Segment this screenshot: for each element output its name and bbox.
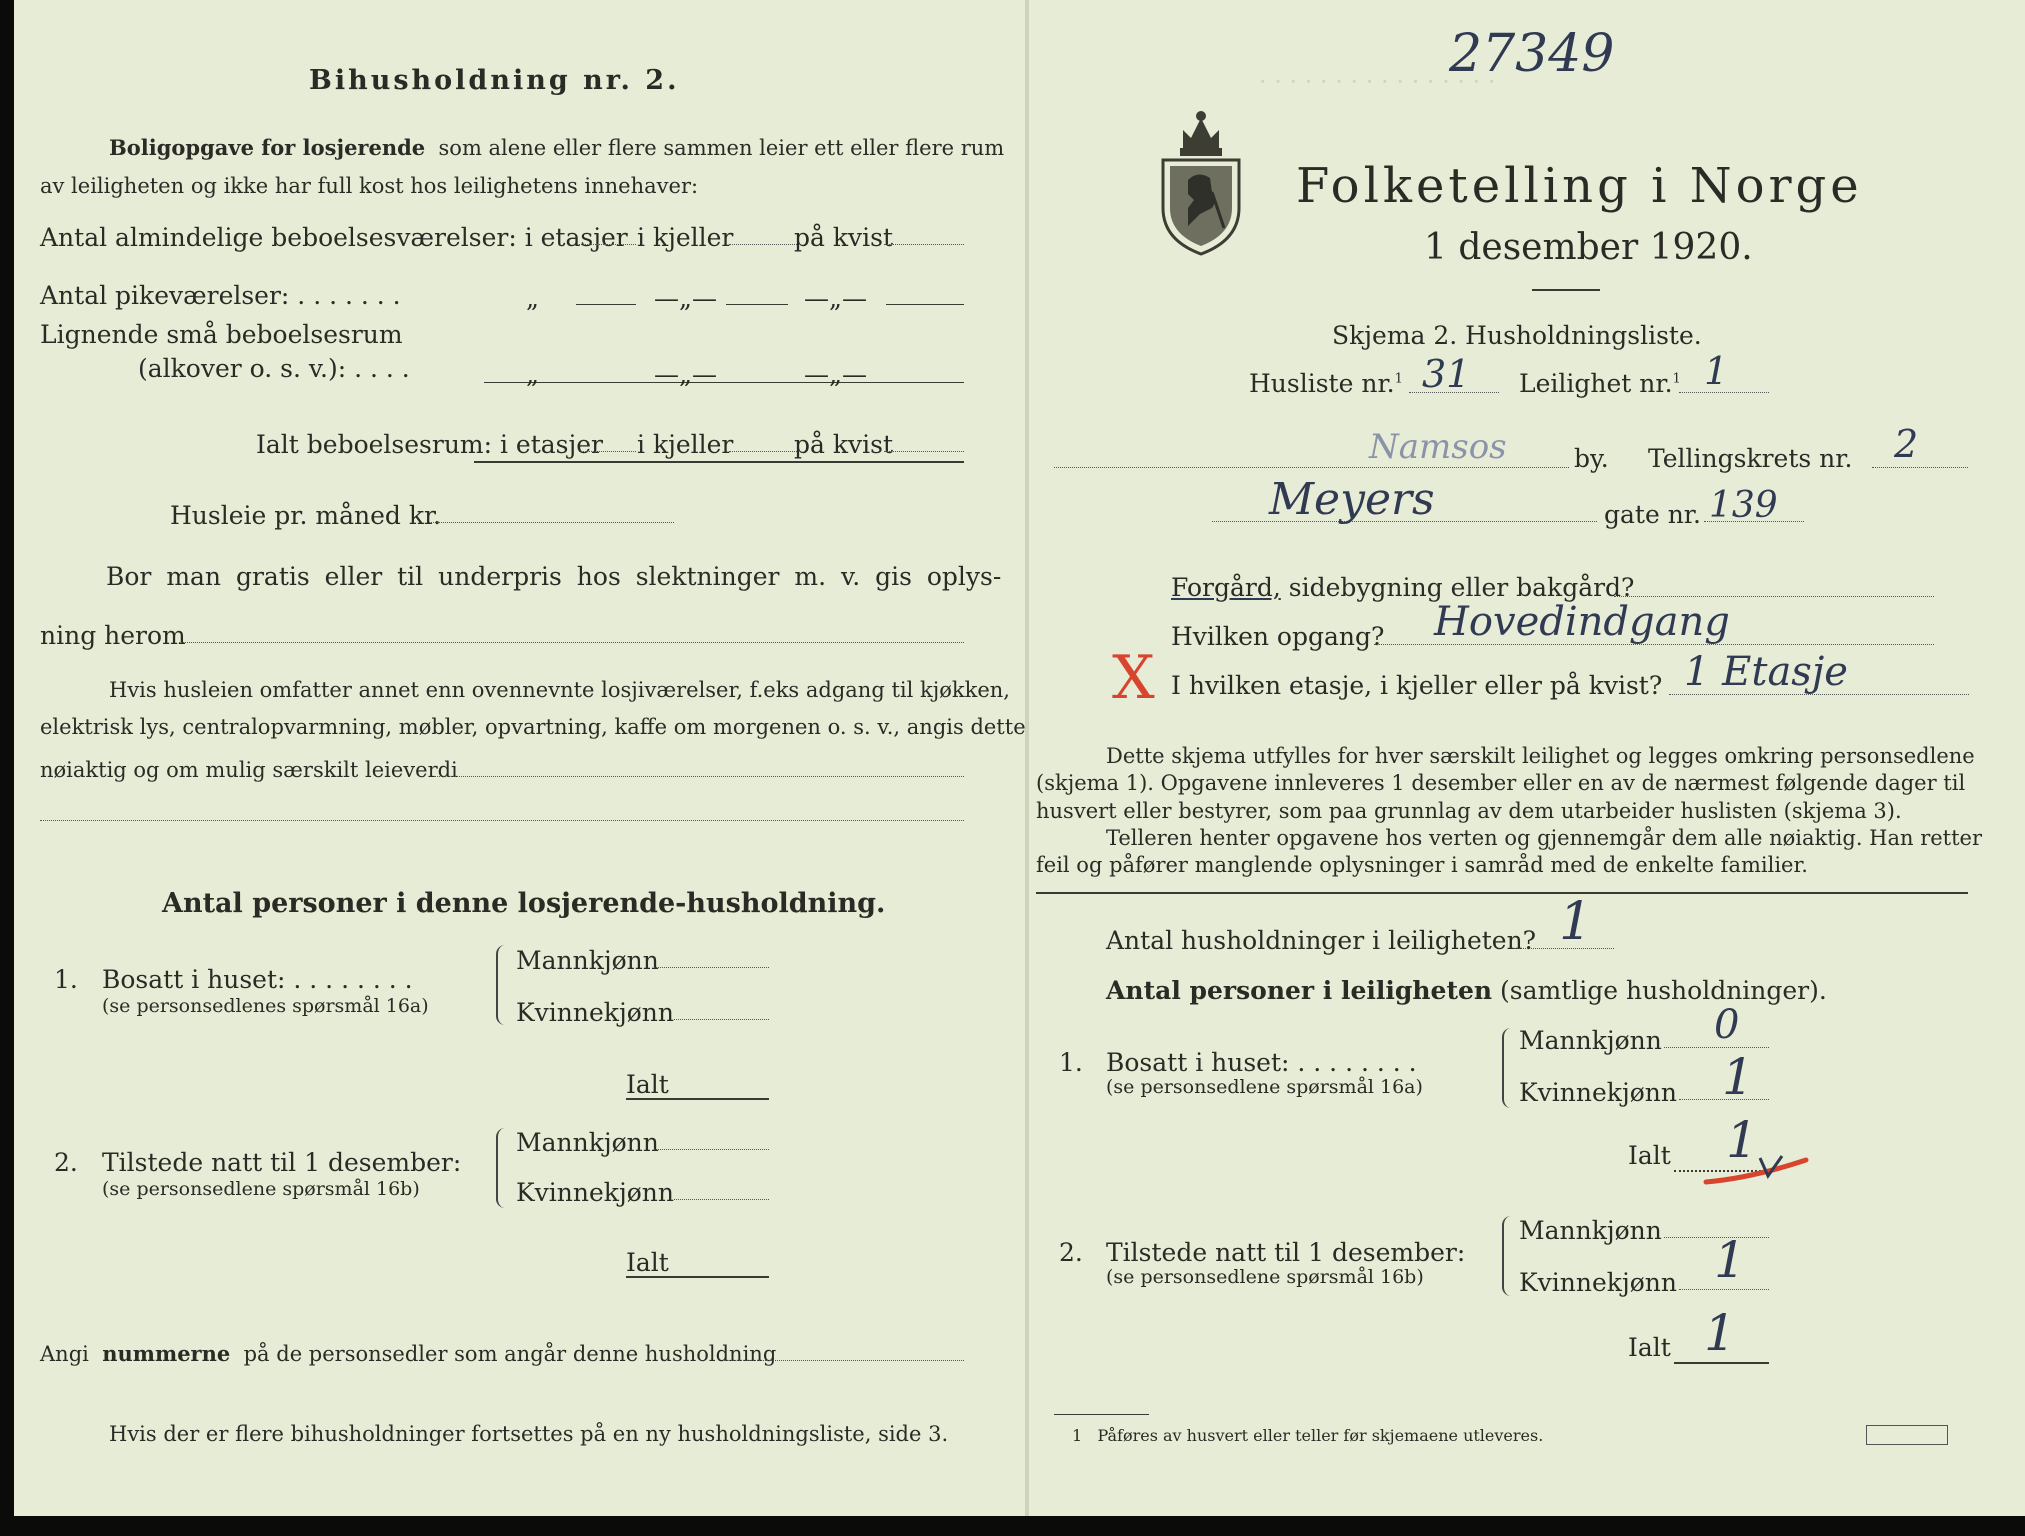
- lignende-underline: [484, 382, 964, 383]
- left-q1-kvinne-label: Kvinnekjønn: [516, 998, 674, 1027]
- angi-b: nummerne: [102, 1341, 231, 1366]
- pike-field-3[interactable]: [886, 304, 964, 305]
- pike-ditto: „: [526, 284, 539, 313]
- lignende-ditto: „: [526, 360, 539, 389]
- ialt-kvist-label: på kvist: [794, 430, 893, 459]
- right-title: Folketelling i Norge: [1296, 158, 1863, 214]
- pike-dash-ditto-1: —„—: [654, 284, 717, 313]
- right-q2-brace: [1502, 1216, 1514, 1296]
- intro-bold: Boligopgave for losjerende: [109, 135, 426, 160]
- rooms-label: Antal almindelige beboelsesværelser: i etasjer: [40, 223, 628, 252]
- leilighet-sup: 1: [1672, 371, 1681, 387]
- antal-pers-rest: (samtlige husholdninger).: [1500, 976, 1827, 1005]
- left-q1-sub: (se personsedlenes spørsmål 16a): [102, 995, 429, 1017]
- left-q1-ialt-label: Ialt: [626, 1070, 669, 1099]
- leieverdi-field[interactable]: [434, 776, 964, 777]
- left-q2-label: Tilstede natt til 1 desember:: [102, 1148, 462, 1177]
- husliste-value: 31: [1422, 352, 1471, 396]
- info-line-2: (skjema 1). Opgavene innleveres 1 desember eller en av de nærmest følgende dager til: [1036, 771, 1966, 795]
- info-line-3: husvert eller bestyrer, som paa grunnlag av dem utarbeider huslisten (skjema 3).: [1036, 799, 1902, 823]
- rooms-kjeller-label: i kjeller: [637, 223, 734, 252]
- right-q1-kvinne-label: Kvinnekjønn: [1519, 1078, 1677, 1107]
- left-q2-brace: [496, 1128, 508, 1208]
- left-q1-mann-label: Mannkjønn: [516, 946, 659, 975]
- footnote-line: [1072, 1428, 1543, 1444]
- city-value: Namsos: [1369, 427, 1507, 467]
- antal-pers-line: [1106, 978, 1827, 1003]
- left-q2-sub: (se personsedlene spørsmål 16b): [102, 1178, 420, 1200]
- opgang-label: Hvilken opgang?: [1171, 622, 1385, 651]
- pike-field-2[interactable]: [726, 304, 788, 305]
- right-q1-label: Bosatt i huset: . . . . . . . .: [1106, 1048, 1417, 1077]
- norwegian-coat-of-arms-icon: [1158, 108, 1244, 256]
- leieverdi-field-2[interactable]: [40, 820, 964, 821]
- info-line-1: Dette skjema utfylles for hver særskilt leilighet og legges omkring personsedlene: [1106, 744, 1975, 768]
- intro-line-1: [109, 137, 1004, 159]
- right-q2-ialt-field[interactable]: [1674, 1362, 1769, 1364]
- pike-field-1[interactable]: [576, 304, 636, 305]
- lignende-label-2: (alkover o. s. v.): . . . .: [138, 354, 410, 383]
- left-q2-kvinne-label: Kvinnekjønn: [516, 1178, 674, 1207]
- left-q1-ialt-field[interactable]: [626, 1098, 769, 1100]
- ialt-rooms-underline: [474, 461, 964, 463]
- right-q1-mann-value: 0: [1714, 1002, 1740, 1048]
- printer-stamp: [1866, 1425, 1948, 1445]
- intro-rest: som alene eller flere sammen leier ett eller flere rum: [438, 136, 1005, 160]
- left-q2-kvinne-field[interactable]: [674, 1199, 769, 1200]
- date-rule: [1532, 289, 1600, 291]
- angi-field[interactable]: [724, 1360, 964, 1361]
- city-field[interactable]: [1054, 467, 1569, 468]
- pike-dash-ditto-2: —„—: [804, 284, 867, 313]
- etasje-value: 1 Etasje: [1684, 649, 1848, 695]
- red-x-mark: X: [1112, 643, 1155, 713]
- bleed-through-text: · · · · · · · · · · · · · · · ·: [1259, 68, 1496, 96]
- right-date: 1 desember 1920.: [1424, 227, 1753, 268]
- opgang-value: Hovedindgang: [1434, 599, 1730, 645]
- ialt-kjeller-field[interactable]: [729, 451, 799, 452]
- left-q1-brace: [496, 945, 508, 1025]
- tellingskrets-label: Tellingskrets nr.: [1648, 444, 1853, 473]
- gratis-field[interactable]: [179, 642, 964, 643]
- right-q2-kvinne-field[interactable]: [1679, 1289, 1769, 1290]
- antal-hush-label: Antal husholdninger i leiligheten?: [1106, 926, 1537, 955]
- leilighet-label: [1519, 371, 1681, 396]
- husliste-text: Husliste nr.: [1249, 369, 1395, 398]
- archive-number: 27349: [1449, 24, 1615, 84]
- left-q2-mann-label: Mannkjønn: [516, 1128, 659, 1157]
- antal-hush-value: 1: [1559, 892, 1593, 952]
- forgard-underlined: Forgård,: [1171, 573, 1281, 602]
- street-value: Meyers: [1269, 474, 1435, 525]
- ialt-rooms-label: Ialt beboelsesrum: i etasjer: [256, 430, 604, 459]
- forgard-field[interactable]: [1614, 596, 1934, 597]
- rooms-etasjer-field[interactable]: [579, 244, 636, 245]
- right-q2-num: 2.: [1059, 1238, 1083, 1267]
- angi-c: på de personsedler som angår denne husholdning: [243, 1342, 777, 1366]
- ialt-etasjer-field[interactable]: [579, 451, 636, 452]
- hvis-line-1: Hvis husleien omfatter annet enn ovennevnte losjiværelser, f.eks adgang til kjøkken,: [109, 678, 1010, 702]
- info-line-4: Telleren henter opgavene hos verten og gjennemgår dem alle nøiaktig. Han retter: [1106, 826, 1983, 850]
- page-fold: [1025, 0, 1029, 1516]
- rooms-kjeller-field[interactable]: [729, 244, 799, 245]
- left-q1-mann-field[interactable]: [654, 967, 769, 968]
- red-checkmark-icon: [1702, 1150, 1812, 1190]
- right-q2-ialt-value: 1: [1704, 1304, 1736, 1362]
- right-q1-ialt-value: 1: [1726, 1111, 1758, 1169]
- forgard-rest: sidebygning eller bakgård?: [1288, 573, 1635, 602]
- right-q1-sub: (se personsedlene spørsmål 16a): [1106, 1076, 1423, 1098]
- left-q2-ialt-label: Ialt: [626, 1248, 669, 1277]
- right-q1-brace: [1502, 1028, 1514, 1108]
- rooms-kvist-field[interactable]: [884, 244, 964, 245]
- footnote-text: Påføres av husvert eller teller før skjemaene utleveres.: [1097, 1426, 1544, 1445]
- left-q2-mann-field[interactable]: [654, 1149, 769, 1150]
- footnote-num: 1: [1072, 1426, 1083, 1445]
- skjema-label: Skjema 2. Husholdningsliste.: [1332, 321, 1702, 350]
- left-q1-num: 1.: [54, 965, 78, 994]
- census-form-sheet: [14, 0, 2025, 1516]
- gate-label: gate nr.: [1604, 500, 1701, 529]
- left-antal-heading: Antal personer i denne losjerende-husholdning.: [162, 888, 886, 919]
- right-q2-ialt-label: Ialt: [1628, 1333, 1671, 1362]
- left-title: Bihusholdning nr. 2.: [309, 65, 680, 96]
- by-label: by.: [1574, 444, 1609, 473]
- gratis-line-1: Bor man gratis eller til underpris hos slektninger m. v. gis oplys-: [106, 562, 1002, 591]
- husliste-sup: 1: [1394, 371, 1403, 387]
- gratis-line-2: ning herom: [40, 621, 186, 650]
- intro-line-2: av leiligheten og ikke har full kost hos leilighetens innehaver:: [40, 174, 699, 198]
- left-q1-kvinne-field[interactable]: [674, 1019, 769, 1020]
- antal-pers-bold: Antal personer i leiligheten: [1106, 976, 1493, 1005]
- right-q2-sub: (se personsedlene spørsmål 16b): [1106, 1266, 1424, 1288]
- info-rule: [1036, 892, 1968, 894]
- rooms-kvist-label: på kvist: [794, 223, 893, 252]
- ialt-kjeller-label: i kjeller: [637, 430, 734, 459]
- husleie-label: Husleie pr. måned kr.: [170, 501, 442, 530]
- right-q1-mann-label: Mannkjønn: [1519, 1026, 1662, 1055]
- angi-line: [40, 1343, 776, 1365]
- right-q1-kvinne-value: 1: [1722, 1048, 1754, 1106]
- left-q1-label: Bosatt i huset: . . . . . . . .: [102, 965, 413, 994]
- tellingskrets-field[interactable]: [1872, 467, 1968, 468]
- leilighet-value: 1: [1704, 349, 1729, 393]
- left-footer: Hvis der er flere bihusholdninger fortsettes på en ny husholdningsliste, side 3.: [109, 1422, 949, 1446]
- ialt-kvist-field[interactable]: [884, 451, 964, 452]
- lignende-label-1: Lignende små beboelsesrum: [40, 320, 403, 349]
- hvis-line-2: elektrisk lys, centralopvarmning, møbler, opvartning, kaffe om morgenen o. s. v., angis dette: [40, 715, 1026, 739]
- info-line-5: feil og påfører manglende oplysninger i samråd med de enkelte familier.: [1036, 853, 1808, 877]
- leilighet-text: Leilighet nr.: [1519, 369, 1673, 398]
- etasje-label: I hvilken etasje, i kjeller eller på kvist?: [1171, 671, 1663, 700]
- pike-label: Antal pikeværelser: . . . . . . .: [40, 281, 401, 310]
- husleie-field[interactable]: [429, 522, 674, 523]
- right-q1-ialt-label: Ialt: [1628, 1141, 1671, 1170]
- right-q1-num: 1.: [1059, 1048, 1083, 1077]
- tellingskrets-value: 2: [1894, 422, 1919, 466]
- hvis-line-3: nøiaktig og om mulig særskilt leieverdi: [40, 758, 458, 782]
- angi-a: Angi: [40, 1342, 89, 1366]
- right-q2-kvinne-value: 1: [1714, 1231, 1746, 1289]
- footnote-rule: [1054, 1414, 1149, 1415]
- left-q2-ialt-field[interactable]: [626, 1276, 769, 1278]
- lignende-dash-ditto-2: —„—: [804, 360, 867, 389]
- lignende-dash-ditto-1: —„—: [654, 360, 717, 389]
- right-q2-kvinne-label: Kvinnekjønn: [1519, 1268, 1677, 1297]
- right-q2-label: Tilstede natt til 1 desember:: [1106, 1238, 1466, 1267]
- left-q2-num: 2.: [54, 1148, 78, 1177]
- husliste-label: [1249, 371, 1403, 396]
- right-q2-mann-label: Mannkjønn: [1519, 1216, 1662, 1245]
- forgard-line: [1171, 575, 1634, 600]
- gate-nr-value: 139: [1709, 485, 1778, 526]
